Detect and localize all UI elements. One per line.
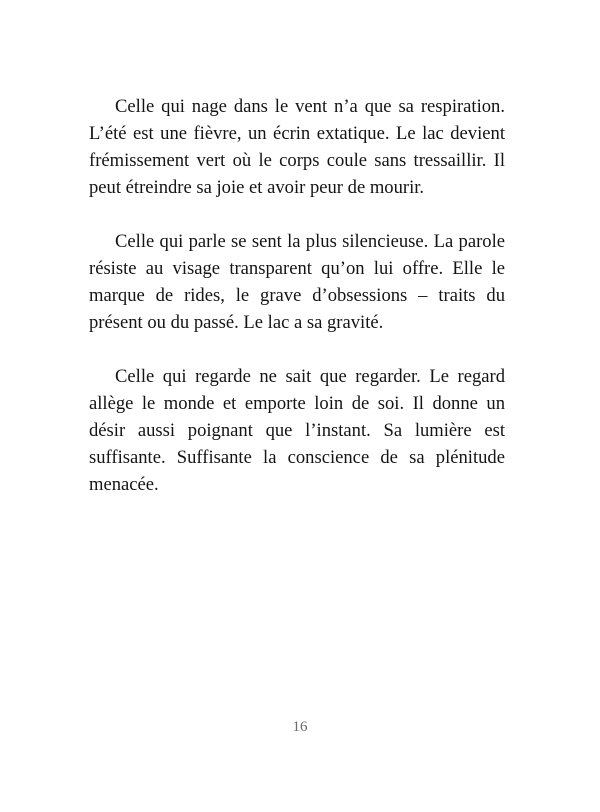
page-number: 16: [292, 719, 308, 735]
paragraph-3: Celle qui regarde ne sait que regarder. Le regard allège le monde et emporte loin de soi. Il donne un désir aussi poignant que l’instant. Sa lumière est suffisante. Suffisante la conscience de sa plénitude menacée.: [89, 366, 505, 495]
paragraph-2: Celle qui parle se sent la plus silencieuse. La parole résiste au visage transparent qu’on lui offre. Elle le marque de rides, le grave d’obsessions – traits du présent ou du passé. Le lac a sa gravité.: [89, 231, 505, 333]
body-text: [89, 93, 505, 525]
paragraph-1: Celle qui nage dans le vent n’a que sa respiration. L’été est une fièvre, un écrin extatique. Le lac devient frémissement vert où le corps coule sans tressaillir. Il peut étreindre sa joie et avoir peur de mourir.: [89, 96, 505, 198]
